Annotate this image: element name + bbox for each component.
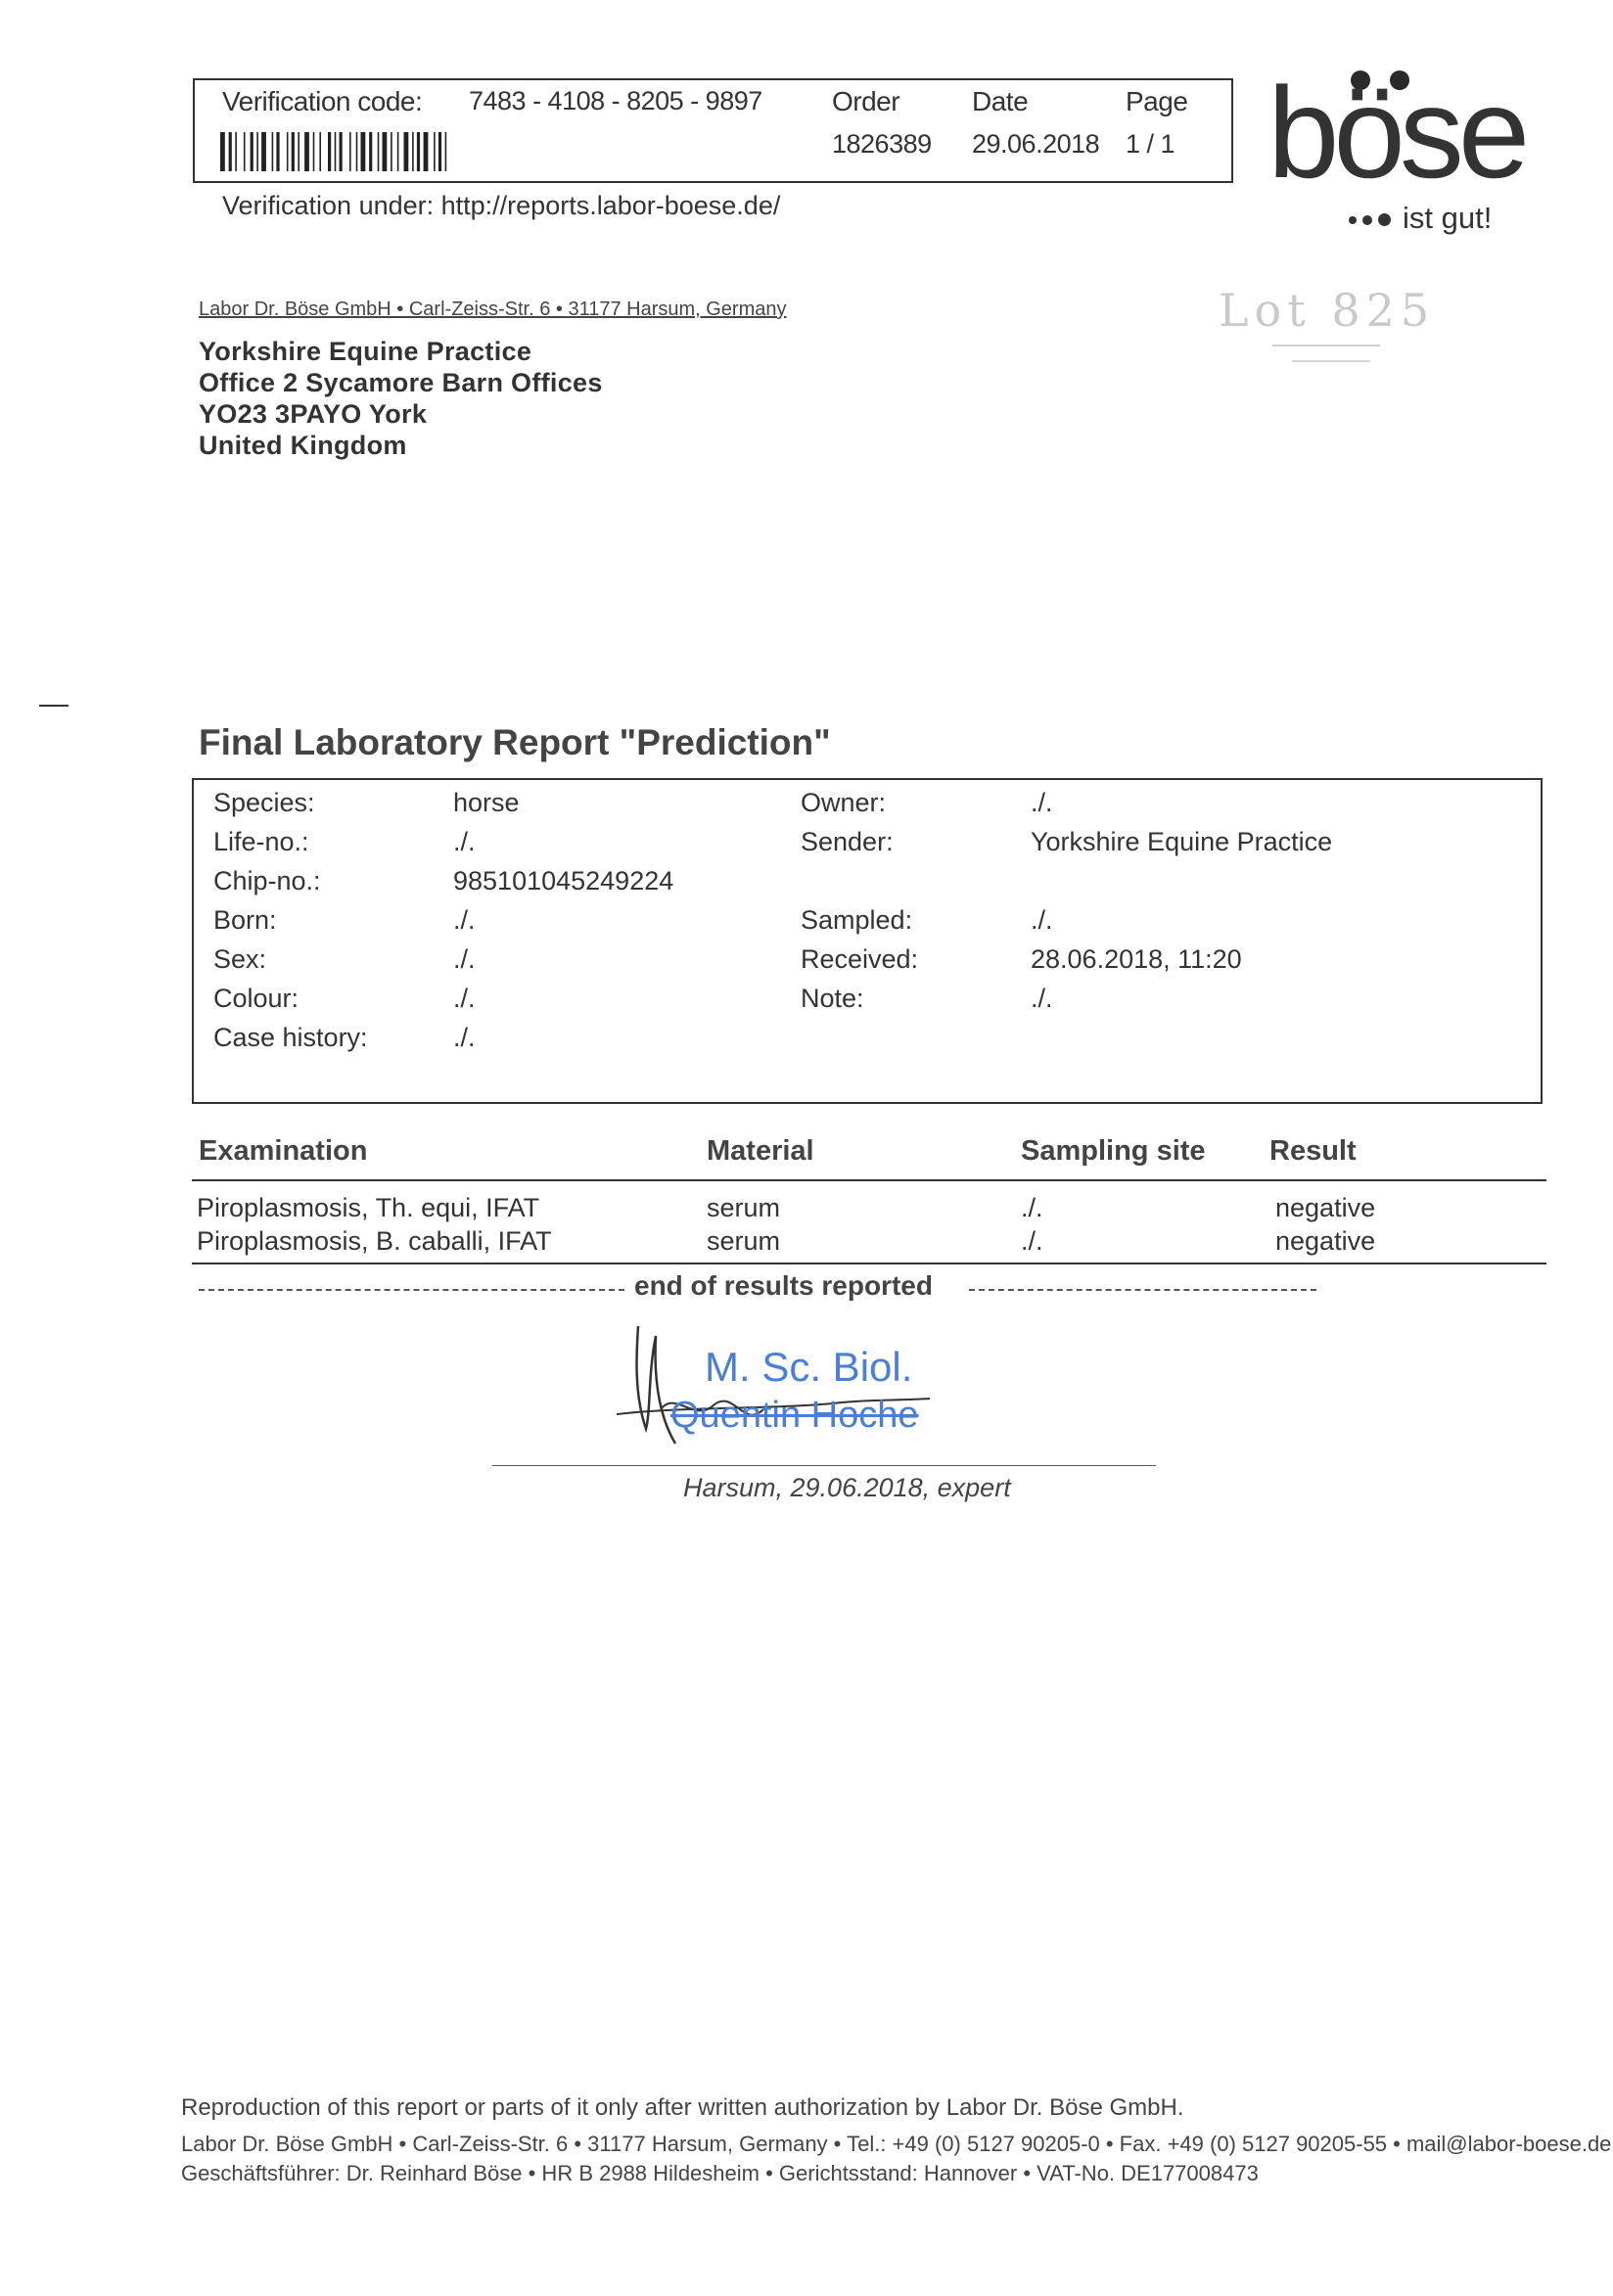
verification-code: 7483 - 4108 - 8205 - 9897 [469, 86, 762, 115]
verification-box [193, 78, 1233, 183]
signer-title: M. Sc. Biol. [705, 1344, 913, 1390]
cell-sampling-site: ./. [1021, 1226, 1043, 1256]
info-label: Case history: [213, 1023, 368, 1052]
info-label: Colour: [213, 984, 300, 1013]
info-value: ./. [1031, 905, 1053, 935]
info-value: Yorkshire Equine Practice [1031, 827, 1333, 856]
order-label: Order [832, 86, 900, 116]
barcode [220, 132, 558, 171]
info-label: Owner: [801, 788, 887, 817]
recipient-line: YO23 3PAYO York [199, 399, 428, 429]
verification-label: Verification code: [222, 86, 423, 116]
info-label: Sampled: [801, 905, 913, 935]
column-header-result: Result [1269, 1135, 1357, 1167]
tagline-dot-icon [1378, 213, 1391, 226]
column-header-sampling-site: Sampling site [1021, 1135, 1206, 1167]
table-header-rule [192, 1179, 1546, 1181]
signer-name: Quentin Hoche [670, 1395, 919, 1436]
date-value: 29.06.2018 [972, 129, 1100, 159]
end-marker-dash-left [199, 1289, 624, 1291]
tagline-text: ist gut! [1403, 201, 1493, 235]
info-label: Born: [213, 905, 277, 935]
tagline-dot-icon [1362, 215, 1372, 225]
info-label: Sender: [801, 827, 894, 856]
info-value: ./. [453, 905, 476, 935]
page-label: Page [1126, 86, 1188, 116]
info-label: Chip-no.: [213, 866, 321, 895]
cell-examination: Piroplasmosis, Th. equi, IFAT [197, 1193, 540, 1222]
verification-url: Verification under: http://reports.labor-boese.de/ [222, 191, 781, 220]
column-header-material: Material [707, 1135, 814, 1167]
info-label: Life-no.: [213, 827, 309, 856]
info-value: ./. [453, 984, 476, 1013]
info-label: Species: [213, 788, 315, 817]
report-title: Final Laboratory Report "Prediction" [199, 722, 831, 762]
recipient-line: Office 2 Sycamore Barn Offices [199, 368, 603, 397]
recipient-line: United Kingdom [199, 431, 407, 460]
tagline-dot-icon [1349, 216, 1357, 224]
cell-material: serum [707, 1226, 781, 1256]
info-value: ./. [1031, 984, 1053, 1013]
signature-place-date: Harsum, 29.06.2018, expert [683, 1473, 1011, 1502]
cell-result: negative [1275, 1193, 1376, 1222]
end-marker-dash-right [969, 1289, 1316, 1291]
fold-mark [39, 705, 69, 707]
column-header-examination: Examination [199, 1135, 368, 1167]
handwritten-note: Lot 825 [1219, 284, 1473, 372]
info-value: ./. [1031, 788, 1053, 817]
info-value: 985101045249224 [453, 866, 674, 895]
footer-address: Labor Dr. Böse GmbH • Carl-Zeiss-Str. 6 • 31177 Harsum, Germany • Tel.: +49 (0) 5127 90205-0 • Fax. +49 (0) 5127 90205-55 • mail@labor-boese.de [181, 2132, 1612, 2156]
recipient-line: Yorkshire Equine Practice [199, 337, 532, 366]
patient-info-box [192, 778, 1543, 1104]
footer-reproduction: Reproduction of this report or parts of it only after written authorization by Labor Dr. Böse GmbH. [181, 2094, 1184, 2121]
date-label: Date [972, 86, 1029, 116]
order-value: 1826389 [832, 129, 932, 159]
logo-tagline [1349, 201, 1492, 236]
cell-result: negative [1275, 1226, 1376, 1256]
sender-address-line: Labor Dr. Böse GmbH • Carl-Zeiss-Str. 6 • 31177 Harsum, Germany [199, 298, 787, 320]
cell-sampling-site: ./. [1021, 1193, 1043, 1222]
cell-examination: Piroplasmosis, B. caballi, IFAT [197, 1226, 552, 1256]
info-value: horse [453, 788, 520, 817]
footer-management: Geschäftsführer: Dr. Reinhard Böse • HR B 2988 Hildesheim • Gerichtsstand: Hannover • VAT-No. DE177008473 [181, 2161, 1259, 2185]
page-value: 1 / 1 [1126, 129, 1175, 159]
table-bottom-rule [192, 1263, 1546, 1264]
logo-wordmark: böse [1267, 61, 1525, 205]
cell-material: serum [707, 1193, 781, 1222]
info-label: Received: [801, 944, 919, 974]
end-of-results: end of results reported [634, 1270, 933, 1301]
info-value: ./. [453, 944, 476, 974]
info-value: 28.06.2018, 11:20 [1031, 944, 1242, 974]
info-label: Note: [801, 984, 864, 1013]
info-value: ./. [453, 1023, 476, 1052]
info-value: ./. [453, 827, 476, 856]
signature-rule [492, 1465, 1156, 1466]
info-label: Sex: [213, 944, 267, 974]
